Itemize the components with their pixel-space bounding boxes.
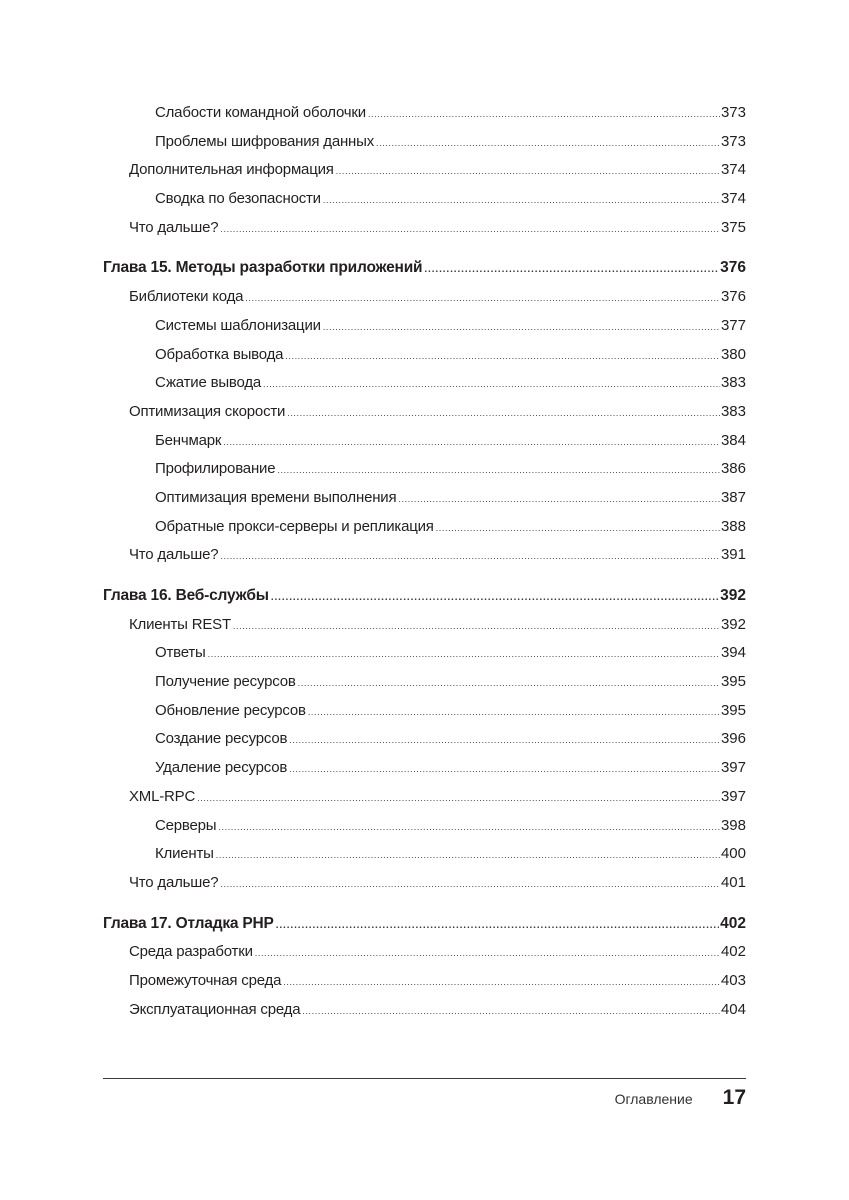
toc-entry-title: Промежуточная среда	[129, 971, 282, 989]
toc-entry[interactable]	[103, 128, 746, 157]
chapter-page: 376	[720, 259, 746, 277]
toc-entry-page: 380	[720, 345, 746, 363]
page-footer	[103, 1086, 746, 1110]
toc-entry-page: 374	[720, 161, 746, 179]
toc-entry-title: Что дальше?	[129, 218, 219, 236]
dot-leader	[424, 256, 719, 284]
toc-entry-page: 396	[720, 730, 746, 748]
toc-entry-page: 391	[720, 546, 746, 564]
toc-entry[interactable]	[103, 725, 746, 754]
dot-leader	[285, 342, 720, 370]
toc-entry-page: 388	[720, 517, 746, 535]
toc-entry-page: 373	[720, 132, 746, 150]
dot-leader	[289, 755, 720, 783]
running-title: Оглавление	[614, 1091, 693, 1107]
toc-entry-title: Ответы	[155, 644, 206, 662]
dot-leader	[263, 370, 720, 398]
toc-entry[interactable]	[103, 996, 746, 1025]
toc-entry-title: Удаление ресурсов	[155, 759, 288, 777]
dot-leader	[197, 784, 720, 812]
toc-entry[interactable]	[103, 541, 746, 570]
dot-leader	[368, 100, 720, 128]
dot-leader	[245, 284, 720, 312]
toc-entry-page: 395	[720, 701, 746, 719]
toc-entry-page: 403	[720, 971, 746, 989]
toc-entry-title: XML-RPC	[129, 787, 196, 805]
toc-entry-page: 400	[720, 845, 746, 863]
toc-entry-title: Получение ресурсов	[155, 673, 296, 691]
toc-entry-title: Что дальше?	[129, 873, 219, 891]
footer-divider	[103, 1078, 746, 1079]
dot-leader	[323, 186, 720, 214]
toc-entry[interactable]	[103, 967, 746, 996]
dot-leader	[302, 997, 720, 1025]
toc-entry[interactable]	[103, 639, 746, 668]
toc-entry-page: 394	[720, 644, 746, 662]
dot-leader	[271, 584, 719, 612]
toc-entry-page: 397	[720, 787, 746, 805]
toc-entry-page: 376	[720, 288, 746, 306]
dot-leader	[289, 726, 720, 754]
chapter-title: Глава 16. Веб-службы	[103, 587, 269, 604]
toc-entry[interactable]	[103, 840, 746, 869]
toc-entry-title: Профилирование	[155, 460, 276, 478]
toc-entry-page: 374	[720, 190, 746, 208]
toc-chapter-15[interactable]	[103, 254, 746, 283]
toc-entry[interactable]	[103, 156, 746, 185]
toc-entry-title: Клиенты REST	[129, 615, 231, 633]
dot-leader	[216, 841, 720, 869]
toc-entry-page: 386	[720, 460, 746, 478]
toc-entry[interactable]	[103, 341, 746, 370]
toc-entry-title: Бенчмарк	[155, 431, 222, 449]
toc-entry-title: Что дальше?	[129, 546, 219, 564]
chapter-title: Глава 17. Отладка PHP	[103, 914, 274, 932]
dot-leader	[220, 215, 720, 243]
dot-leader	[277, 456, 720, 484]
dot-leader	[283, 968, 720, 996]
chapter-title: Глава 15. Методы разработки приложений	[103, 259, 423, 277]
dot-leader	[436, 514, 720, 542]
toc-entry-page: 373	[720, 104, 746, 121]
toc-entry-title: Дополнительная информация	[129, 161, 334, 179]
toc-entry[interactable]	[103, 214, 746, 243]
toc-entry[interactable]	[103, 283, 746, 312]
toc-entry-page: 387	[720, 488, 746, 506]
toc-entry-page: 401	[720, 873, 746, 891]
toc-entry[interactable]	[103, 668, 746, 697]
page-number: 17	[722, 1086, 746, 1109]
toc-entry[interactable]	[103, 754, 746, 783]
dot-leader	[233, 612, 720, 640]
toc-entry-title: Серверы	[155, 816, 217, 834]
toc-entry-title: Системы шаблонизации	[155, 316, 321, 334]
dot-leader	[376, 129, 720, 157]
toc-entry-title: Клиенты	[155, 845, 214, 863]
toc-chapter-16[interactable]	[103, 582, 746, 611]
toc-entry-page: 392	[720, 615, 746, 633]
toc-entry[interactable]	[103, 427, 746, 456]
toc-entry[interactable]	[103, 312, 746, 341]
dot-leader	[223, 428, 720, 456]
toc-entry[interactable]	[103, 398, 746, 427]
toc-entry-title: Проблемы шифрования данных	[155, 132, 375, 150]
toc-entry[interactable]	[103, 99, 746, 128]
dot-leader	[255, 939, 720, 967]
dot-leader	[308, 698, 720, 726]
toc-entry-title: Создание ресурсов	[155, 730, 288, 748]
toc-entry-page: 397	[720, 759, 746, 777]
toc-entry-title: Обратные прокси-серверы и репликация	[155, 517, 434, 535]
toc-entry-title: Сводка по безопасности	[155, 190, 321, 208]
toc-entry-page: 384	[720, 431, 746, 449]
toc-entry[interactable]	[103, 869, 746, 898]
dot-leader	[220, 870, 720, 898]
toc-entry-title: Библиотеки кода	[129, 288, 244, 306]
table-of-contents	[103, 99, 746, 1024]
toc-entry[interactable]	[103, 455, 746, 484]
toc-entry-title: Слабости командной оболочки	[155, 104, 366, 121]
dot-leader	[323, 313, 720, 341]
toc-entry-page: 383	[720, 402, 746, 420]
toc-entry[interactable]	[103, 484, 746, 513]
toc-entry[interactable]	[103, 369, 746, 398]
dot-leader	[218, 813, 720, 841]
dot-leader	[398, 485, 720, 513]
toc-entry-title: Оптимизация скорости	[129, 402, 286, 420]
toc-entry-title: Обновление ресурсов	[155, 701, 306, 719]
toc-entry-page: 402	[720, 943, 746, 961]
toc-entry[interactable]	[103, 812, 746, 841]
toc-entry[interactable]	[103, 783, 746, 812]
toc-entry[interactable]	[103, 697, 746, 726]
toc-entry-page: 395	[720, 673, 746, 691]
toc-entry-page: 398	[720, 816, 746, 834]
dot-leader	[287, 399, 720, 427]
toc-chapter-17[interactable]	[103, 910, 746, 939]
toc-entry-title: Оптимизация времени выполнения	[155, 488, 397, 506]
toc-entry[interactable]	[103, 513, 746, 542]
toc-entry-title: Сжатие вывода	[155, 374, 262, 392]
chapter-page: 402	[720, 914, 746, 932]
toc-entry-page: 375	[720, 218, 746, 236]
dot-leader	[276, 912, 719, 940]
dot-leader	[336, 157, 720, 185]
toc-entry[interactable]	[103, 938, 746, 967]
toc-entry[interactable]	[103, 611, 746, 640]
toc-entry-title: Эксплуатационная среда	[129, 1000, 301, 1018]
toc-entry-page: 404	[720, 1000, 746, 1018]
toc-entry-title: Среда разработки	[129, 943, 253, 961]
toc-entry-page: 383	[720, 374, 746, 392]
toc-entry[interactable]	[103, 185, 746, 214]
dot-leader	[298, 669, 720, 697]
chapter-page: 392	[720, 587, 746, 604]
dot-leader	[208, 640, 720, 668]
toc-entry-page: 377	[720, 316, 746, 334]
dot-leader	[220, 542, 720, 570]
toc-entry-title: Обработка вывода	[155, 345, 284, 363]
